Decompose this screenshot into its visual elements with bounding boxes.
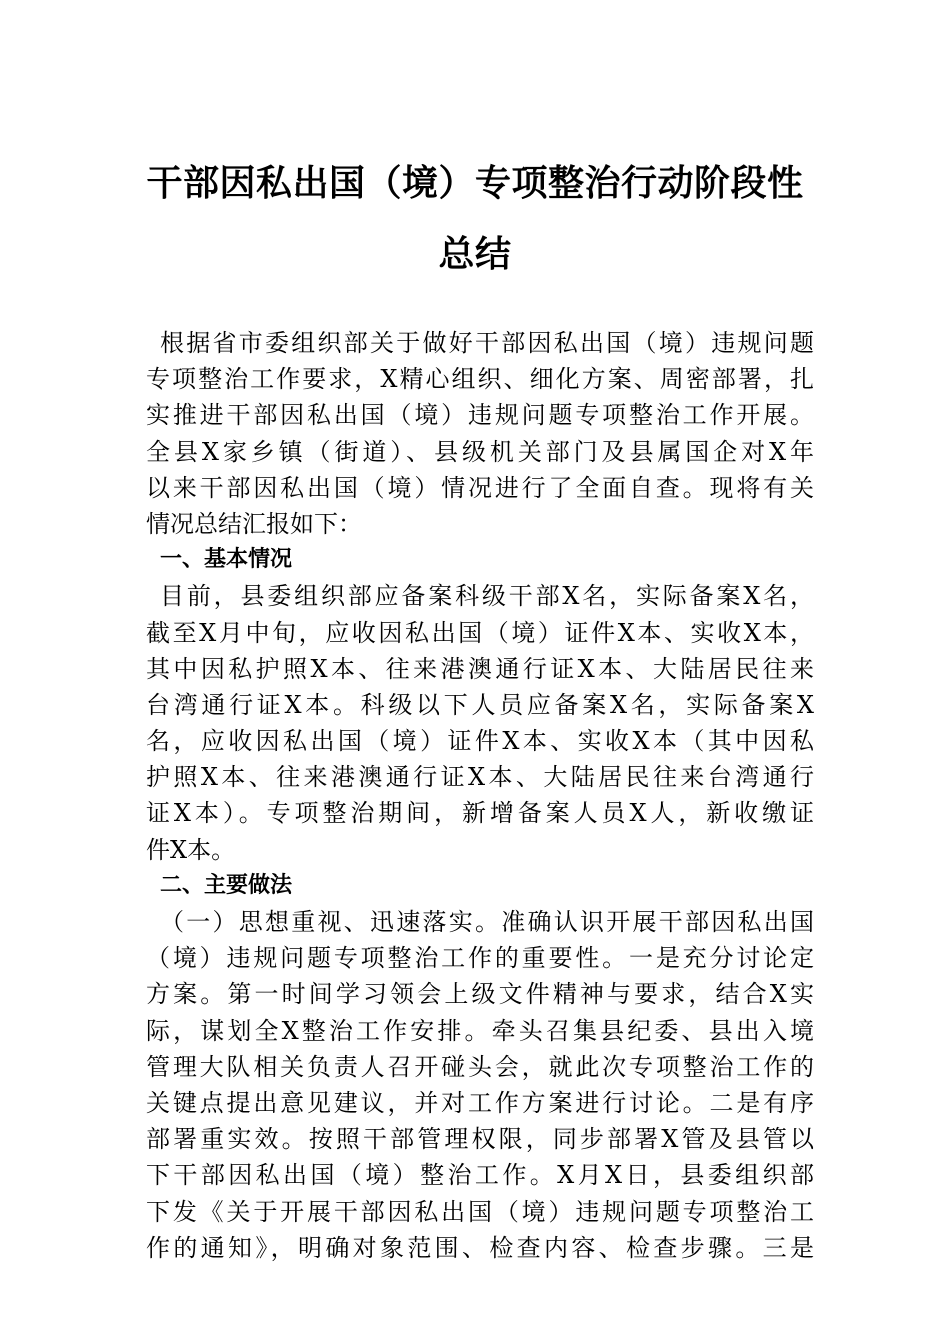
paragraph-line: （境）违规问题专项整治工作的重要性。一是充分讨论定 bbox=[146, 944, 814, 973]
paragraph-line: 件X本。 bbox=[146, 835, 236, 864]
paragraph-line: 际，谋划全X整治工作安排。牵头召集县纪委、县出入境 bbox=[146, 1016, 814, 1045]
paragraph-line: 情况总结汇报如下： bbox=[146, 509, 362, 538]
paragraph-line: 管理大队相关负责人召开碰头会，就此次专项整治工作的 bbox=[146, 1052, 814, 1081]
paragraph-line: 全县X家乡镇（街道）、县级机关部门及县属国企对X年 bbox=[146, 437, 814, 466]
paragraph-line: 方案。第一时间学习领会上级文件精神与要求，结合X实 bbox=[146, 980, 814, 1009]
section-heading: 一、基本情况 bbox=[160, 547, 293, 573]
document-title-line-2: 总结 bbox=[438, 234, 512, 275]
paragraph-line: 关键点提出意见建议，并对工作方案进行讨论。二是有序 bbox=[146, 1088, 814, 1117]
paragraph-line: 专项整治工作要求，X精心组织、细化方案、周密部署，扎 bbox=[146, 365, 814, 394]
paragraph-line: 实推进干部因私出国（境）违规问题专项整治工作开展。 bbox=[146, 401, 814, 430]
paragraph-first-line: 目前，县委组织部应备案科级干部X名，实际备案X名， bbox=[160, 582, 814, 611]
paragraph-line: 名，应收因私出国（境）证件X本、实收X本（其中因私 bbox=[146, 727, 814, 756]
paragraph-line: 下干部因私出国（境）整治工作。X月X日，县委组织部 bbox=[146, 1161, 814, 1190]
paragraph-line: 以来干部因私出国（境）情况进行了全面自查。现将有关 bbox=[146, 473, 814, 502]
section-heading: 二、主要做法 bbox=[160, 872, 293, 898]
document-body bbox=[146, 325, 814, 1266]
paragraph-line: 部署重实效。按照干部管理权限，同步部署X管及县管以 bbox=[146, 1125, 814, 1154]
subsection-paragraph-line: （一）思想重视、迅速落实。准确认识开展干部因私出国 bbox=[160, 908, 814, 936]
paragraph-line: 其中因私护照X本、往来港澳通行证X本、大陆居民往来 bbox=[146, 654, 814, 683]
paragraph-line: 作的通知》，明确对象范围、检查内容、检查步骤。三是 bbox=[146, 1233, 814, 1262]
paragraph-line: 护照X本、往来港澳通行证X本、大陆居民往来台湾通行 bbox=[146, 763, 814, 792]
paragraph-line: 下发《关于开展干部因私出国（境）违规问题专项整治工 bbox=[146, 1197, 814, 1226]
paragraph-first-line: 根据省市委组织部关于做好干部因私出国（境）违规问题 bbox=[160, 329, 814, 357]
paragraph-line: 台湾通行证X本。科级以下人员应备案X名，实际备案X bbox=[146, 690, 814, 719]
document-title-line-1: 干部因私出国（境）专项整治行动阶段性 bbox=[146, 163, 804, 204]
paragraph-line: 证X本）。专项整治期间，新增备案人员X人，新收缴证 bbox=[146, 799, 814, 828]
paragraph-line: 截至X月中旬，应收因私出国（境）证件X本、实收X本， bbox=[146, 618, 814, 647]
